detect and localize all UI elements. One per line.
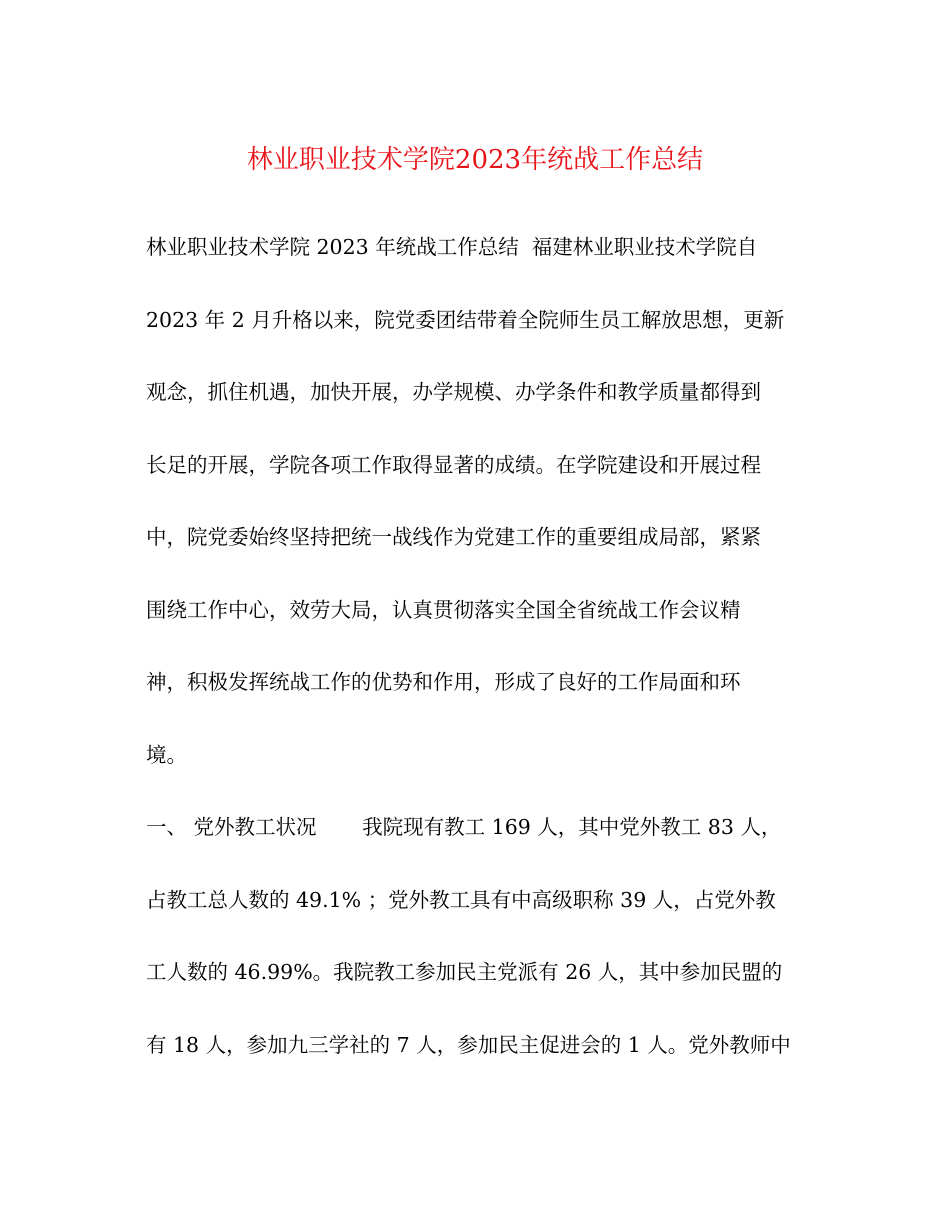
body-line: 观念，抓住机遇，加快开展，办学规模、办学条件和教学质量都得到 xyxy=(146,380,761,404)
body-line: 神，积极发挥统战工作的优势和作用，形成了良好的工作局面和环 xyxy=(146,670,741,694)
document-body xyxy=(146,227,816,1097)
body-line: 中，院党委始终坚持把统一战线作为党建工作的重要组成局部，紧紧 xyxy=(146,525,761,549)
body-line: 占教工总人数的 49.1% ；党外教工具有中高级职称 39 人，占党外教 xyxy=(146,887,776,912)
document-title: 林业职业技术学院2023年统战工作总结 xyxy=(246,145,704,175)
body-line: 围绕工作中心，效劳大局，认真贯彻落实全国全省统战工作会议精 xyxy=(146,597,741,622)
section-heading-line: 一、 党外教工状况 我院现有教工 169 人，其中党外教工 83 人， xyxy=(146,815,782,839)
body-line: 有 18 人，参加九三学社的 7 人，参加民主促进会的 1 人。党外教师中 xyxy=(146,1032,791,1057)
body-line: 2023 年 2 月升格以来，院党委团结带着全院师生员工解放思想，更新 xyxy=(146,307,785,332)
body-line: 境。 xyxy=(146,742,187,767)
body-line: 工人数的 46.99%。我院教工参加民主党派有 26 人，其中参加民盟的 xyxy=(146,960,783,984)
body-line: 长足的开展，学院各项工作取得显著的成绩。在学院建设和开展过程 xyxy=(146,452,761,477)
body-line: 林业职业技术学院 2023 年统战工作总结 福建林业职业技术学院自 xyxy=(146,235,758,259)
